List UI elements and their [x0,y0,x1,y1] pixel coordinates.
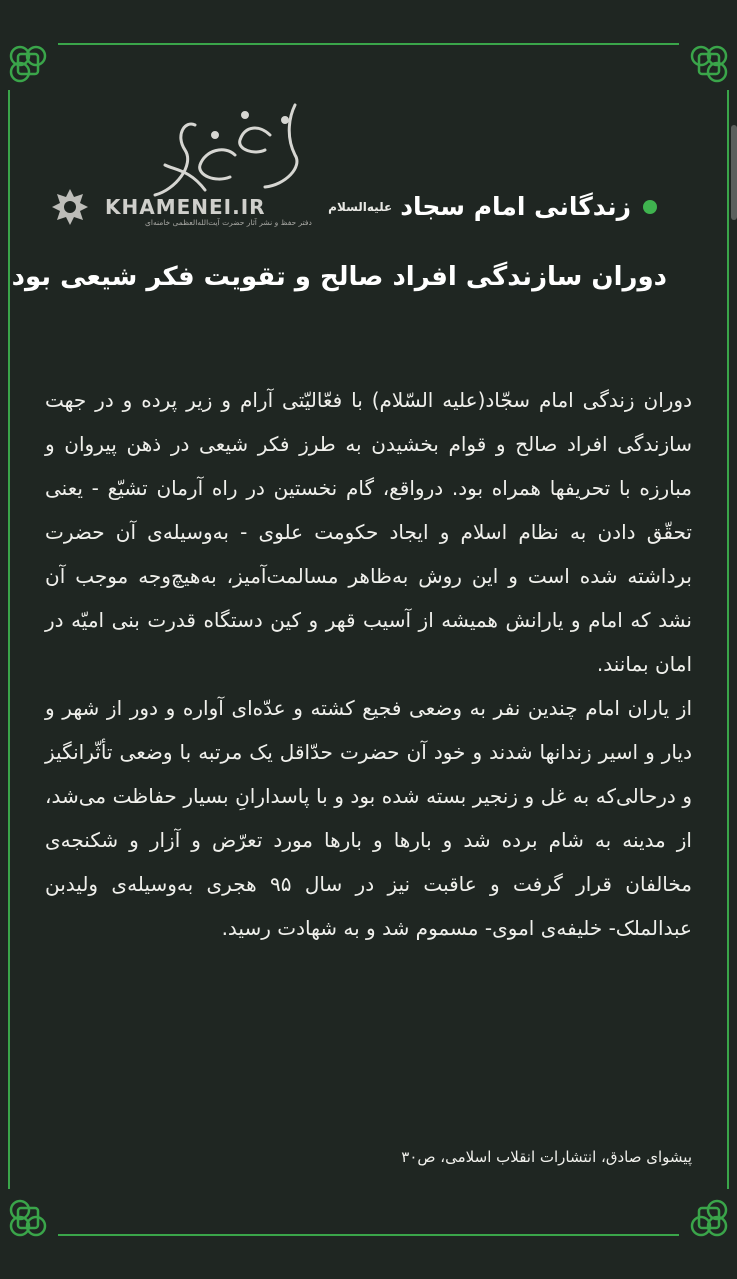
scrollbar-thumb[interactable] [731,125,737,220]
frame-right-line [727,90,729,1189]
article-body [45,378,692,950]
emblem-icon [50,187,90,227]
frame-left-line [8,90,10,1189]
source-citation: پیشوای صادق، انتشارات انقلاب اسلامی، ص۳۰ [401,1148,692,1166]
calligraphy-logo-icon [145,95,315,210]
title-row [328,192,657,221]
corner-knot-bottom-right [675,1184,733,1242]
green-bullet-icon [643,200,657,214]
honorific-label: علیه‌السلام [328,199,393,214]
frame-top-line [58,43,679,45]
logo-site-name: KHAMENEI.IR [105,195,266,219]
page-subtitle: دوران سازندگی افراد صالح و تقویت فکر شیعی بود [11,262,667,292]
corner-knot-top-left [4,40,62,98]
paragraph: از یاران امام چندین نفر به وضعی فجیع کشته و عدّه‌ای آواره و دور از شهر و دیار و اسیر زندانها شدند و خود آن حضرت حدّاقل یک مرتبه با وضعی تأثّرانگیز و درحالی‌که به غل و زنجیر بسته شده بود و با پاسدارانِ بسیار حفاظت می‌شد، از مدینه به شام برده شد و بارها و بارها مورد تعرّض و آزار و شکنجه‌ی مخالفان قرار گرفت و عاقبت نیز در سال ۹۵ هجری به‌وسیله‌ی ولیدبن عبدالملک- خلیفه‌ی اموی- مسموم شد و به شهادت رسید. [45,696,692,940]
logo-subtitle: دفتر حفظ و نشر آثار حضرت آیت‌الله‌العظمی خامنه‌ای [145,218,312,227]
paragraph: دوران زندگی امام سجّاد(علیه السّلام) با فعّالیّتی آرام و زیر پرده و در جهت سازندگی افراد صالح و قوام بخشیدن به طرز فکر شیعی در ذهن پیروان و مبارزه با تحریفها همراه بود. درواقع، گام نخستین در راه آرمان تشیّع - یعنی تحقّق دادن به نظام اسلام و ایجاد حکومت علوی - به‌وسیله‌ی آن حضرت برداشته شده است و این روش به‌ظاهر مسالمت‌آمیز، به‌هیچ‌وجه موجب آن نشد که امام و یارانش همیشه از آسیب قهر و کین دستگاه قدرت بنی امیّه در امان بمانند. [45,388,692,676]
corner-knot-top-right [675,40,733,98]
page-title: زندگانی امام سجاد [400,192,631,221]
corner-knot-bottom-left [4,1184,62,1242]
frame-bottom-line [58,1234,679,1236]
khamenei-logo [50,95,312,235]
